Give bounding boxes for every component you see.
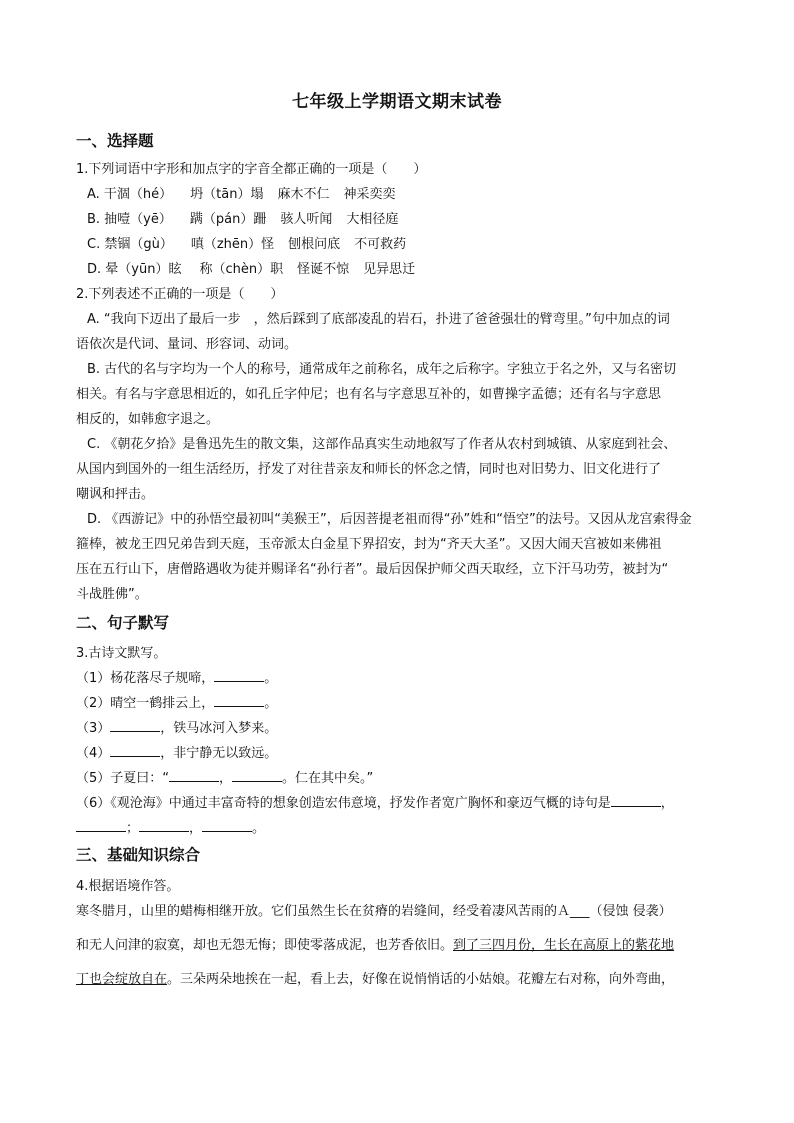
question-2-option-b-line-2: 相关。有名与字意思相近的，如孔丘字仲尼；也有名与字意思互补的，如曹操字孟德；还有名与字意思 xyxy=(76,387,662,402)
passage-underlined-sentence-end: 丁也会绽放自在 xyxy=(76,972,168,987)
answer-blank[interactable] xyxy=(110,744,160,757)
option-c-word-3: 刨根问底 xyxy=(288,237,341,252)
option-c-word-4: 不可救药 xyxy=(354,237,407,252)
dictation-item-5 xyxy=(76,769,373,788)
question-2-option-c-line-3: 嘲讽和抨击。 xyxy=(76,487,155,502)
question-1-stem: 1.下列词语中字形和加点字的字音全都正确的一项是（ ） xyxy=(76,162,427,177)
question-2-option-d-line-4: 斗战胜佛”。 xyxy=(76,587,148,602)
question-2-option-d-line-3: 压在五行山下，唐僧路遇收为徒并赐译名“孙行者”。最后因保护师父西天取经，立下汗马功劳，被封为“ xyxy=(76,562,669,577)
option-d-word-2: 称（chèn）职 xyxy=(199,262,284,277)
option-c-word-1: C. 禁锢（gù） xyxy=(87,237,173,252)
question-2-option-b-line-1: B. 古代的名与字均为一个人的称号，通常成年之前称名，成年之后称字。字独立于名之外，又与名密切 xyxy=(87,362,677,377)
dictation-item-3 xyxy=(76,719,277,738)
passage-underlined-sentence: 到了三四月份，生长在高原上的紫花地 xyxy=(453,938,675,953)
option-a-word-1: A. 干涸（hé） xyxy=(87,187,173,202)
question-2-option-a-line-2: 语依次是代词、量词、形容词、动词。 xyxy=(76,337,298,352)
dictation-4-suffix: ，非宁静无以致远。 xyxy=(160,746,278,761)
option-d-word-1: D. 晕（yūn）眩 xyxy=(87,262,182,277)
question-4-stem: 4.根据语境作答。 xyxy=(76,879,180,894)
dictation-4-prefix: （4） xyxy=(76,746,111,761)
option-b-word-3: 骇人听闻 xyxy=(280,212,333,227)
passage-line-1: 寒冬腊月，山里的蜡梅相继开放。它们虽然生长在贫瘠的岩缝间，经受着凄风苦雨的Ａ___（侵蚀 侵袭） xyxy=(76,904,672,919)
dictation-6-end: 。 xyxy=(252,821,266,836)
question-2-option-a-line-1: A. “我向下迈出了最后一步 ，然后踩到了底部凌乱的岩石，扑进了爸爸强壮的臂弯里。”句中加点的词 xyxy=(87,312,670,327)
question-2-option-c-line-1: C. 《朝花夕拾》是鲁迅先生的散文集，这部作品真实生动地叙写了作者从农村到城镇、从家庭到社会、 xyxy=(87,437,677,452)
passage-line-2-text: 和无人问津的寂寞，却也无怨无悔；即使零落成泥，也芳香依旧。 xyxy=(76,938,454,953)
option-a-word-4: 神采奕奕 xyxy=(343,187,396,202)
dictation-3-suffix: ，铁马冰河入梦来。 xyxy=(160,721,278,736)
answer-blank[interactable] xyxy=(139,819,189,832)
dictation-6-prefix: （6）《观沧海》中通过丰富奇特的想象创造宏伟意境，抒发作者宽广胸怀和豪迈气概的诗句是 xyxy=(76,796,611,811)
dictation-1-prefix: （1）杨花落尽子规啼， xyxy=(76,671,215,686)
option-a-word-3: 麻木不仁 xyxy=(277,187,330,202)
question-1-option-c xyxy=(87,236,406,254)
dictation-2-suffix: 。 xyxy=(264,696,278,711)
option-b-word-1: B. 抽噎（yē） xyxy=(87,212,172,227)
question-2-option-d-line-2: 箍棒，被龙王四兄弟告到天庭，玉帝派太白金星下界招安，封为“齐天大圣”。又因大闹天宫被如来佛祖 xyxy=(76,537,662,552)
dictation-6-sep-1: ； xyxy=(126,821,140,836)
question-2-option-c-line-2: 从国内到国外的一组生活经历，抒发了对往昔亲友和师长的怀念之情，同时也对旧势力、旧文化进行了 xyxy=(76,462,662,477)
option-b-word-2: 蹒（pán）跚 xyxy=(189,212,267,227)
question-1-option-d xyxy=(87,261,415,279)
option-a-word-2: 坍（tān）塌 xyxy=(190,187,264,202)
question-3-stem: 3.古诗文默写。 xyxy=(76,646,167,661)
answer-blank[interactable] xyxy=(202,819,252,832)
option-c-word-2: 嗔（zhēn）怪 xyxy=(190,237,275,252)
passage-line-3-text: 。三朵两朵地挨在一起，看上去，好像在说悄悄话的小姑娘。花瓣左右对称，向外弯曲， xyxy=(167,972,675,987)
answer-blank[interactable] xyxy=(169,769,219,782)
dictation-item-2 xyxy=(76,694,277,713)
section-heading-choice: 一、选择题 xyxy=(76,132,154,150)
question-1-option-b xyxy=(87,211,398,229)
passage-line-3 xyxy=(76,971,674,989)
answer-blank[interactable] xyxy=(76,819,126,832)
dictation-5-middle: ， xyxy=(219,771,233,786)
dictation-item-1 xyxy=(76,669,277,688)
option-d-word-4: 见异思迁 xyxy=(363,262,416,277)
dictation-6-sep-2: ， xyxy=(189,821,203,836)
exam-title: 七年级上学期语文期末试卷 xyxy=(292,92,502,112)
dictation-3-prefix: （3） xyxy=(76,721,111,736)
passage-line-2 xyxy=(76,937,674,955)
answer-blank[interactable] xyxy=(214,694,264,707)
option-d-word-3: 怪诞不惊 xyxy=(297,262,350,277)
dictation-5-suffix: 。仁在其中矣。” xyxy=(282,771,374,786)
dictation-6-suffix: ， xyxy=(660,796,674,811)
answer-blank[interactable] xyxy=(110,719,160,732)
dictation-2-prefix: （2）晴空一鹤排云上， xyxy=(76,696,215,711)
question-2-stem: 2.下列表述不正确的一项是（ ） xyxy=(76,287,284,302)
question-1-option-a xyxy=(87,186,396,204)
dictation-item-6 xyxy=(76,794,674,813)
dictation-5-prefix: （5）子夏曰：“ xyxy=(76,771,170,786)
dictation-item-6-continued xyxy=(76,819,265,838)
question-2-option-b-line-3: 相反的，如韩愈字退之。 xyxy=(76,412,220,427)
answer-blank[interactable] xyxy=(232,769,282,782)
question-2-option-d-line-1: D. 《西游记》中的孙悟空最初叫“美猴王”，后因菩提老祖而得“孙”姓和“悟空”的法号。又因从龙宫索得金 xyxy=(87,512,692,527)
option-b-word-4: 大相径庭 xyxy=(346,212,399,227)
section-heading-dictation: 二、句子默写 xyxy=(76,614,170,632)
answer-blank[interactable] xyxy=(214,669,264,682)
section-heading-basic-knowledge: 三、基础知识综合 xyxy=(76,846,201,864)
dictation-item-4 xyxy=(76,744,277,763)
answer-blank[interactable] xyxy=(611,794,661,807)
dictation-1-suffix: 。 xyxy=(264,671,278,686)
